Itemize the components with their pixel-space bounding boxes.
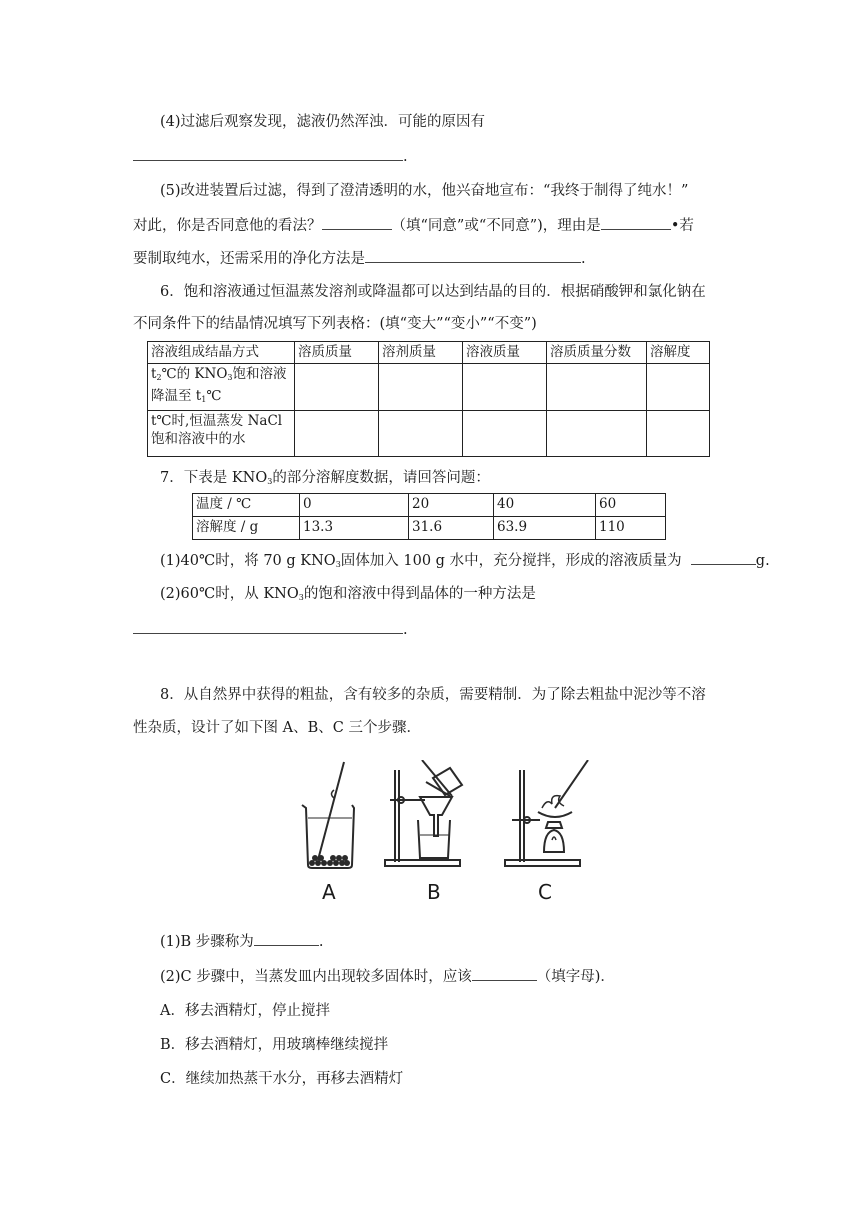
table-header-row: [148, 342, 710, 364]
table-cell: 110: [596, 517, 666, 540]
evaporation-apparatus-icon: [505, 760, 588, 866]
figure-label-c: C: [538, 880, 552, 904]
q5-part4-text: (4)过滤后观察发现，滤液仍然浑浊．可能的原因有: [160, 114, 486, 130]
answer-cell[interactable]: [295, 364, 379, 411]
row-label-nacl: t℃时,恒温蒸发 NaCl 饱和溶液中的水: [148, 411, 295, 457]
answer-cell[interactable]: [647, 364, 710, 411]
table-row: [193, 494, 666, 517]
table-cell: 40: [494, 494, 596, 517]
q7-mass-blank[interactable]: [691, 550, 756, 565]
table-cell: 60: [596, 494, 666, 517]
q8-part2: (2)C 步骤中，当蒸发皿内出现较多固体时，应该 （填字母)．: [160, 966, 615, 987]
answer-cell[interactable]: [379, 364, 463, 411]
figure-label-b: B: [427, 880, 441, 904]
row-label-kno3: $t_2℃$的 $KNO_3$饱和溶液 降温至 $t_1℃$: [148, 364, 295, 411]
q5-reason-blank[interactable]: [601, 215, 671, 230]
q6-text-line2: 不同条件下的结晶情况填写下列表格：(填“变大”“变小”“不变”): [133, 316, 537, 332]
table-row: [148, 364, 710, 411]
beaker-stirring-icon: [302, 762, 354, 868]
q8-option-a: A．移去酒精灯，停止搅拌: [160, 1003, 330, 1019]
table-header: 溶液组成结晶方式: [148, 342, 295, 364]
table-header: 溶液质量: [463, 342, 547, 364]
q8-text-line2: 性杂质，设计了如下图 A、B、C 三个步骤．: [133, 720, 421, 736]
table-cell: 温度 / ℃: [193, 494, 300, 517]
q7-part2-answer-line[interactable]: .: [133, 619, 408, 640]
table-cell: 0: [300, 494, 409, 517]
answer-cell[interactable]: [463, 364, 547, 411]
q8-part1: (1)B 步骤称为 .: [160, 931, 323, 952]
answer-cell[interactable]: [463, 411, 547, 457]
table-row: [148, 411, 710, 457]
table-cell: 31.6: [409, 517, 494, 540]
q6-text-line1: 6．饱和溶液通过恒温蒸发溶剂或降温都可以达到结晶的目的．根据硝酸钾和氯化钠在: [160, 284, 706, 300]
q7-intro: 7．下表是 $KNO_3$的部分溶解度数据，请回答问题：: [160, 470, 490, 486]
table-header: 溶剂质量: [379, 342, 463, 364]
q5-part4-answer-line[interactable]: .: [133, 146, 408, 167]
q8-choice-blank[interactable]: [472, 966, 537, 981]
answer-cell[interactable]: [379, 411, 463, 457]
table-row: [193, 517, 666, 540]
answer-cell[interactable]: [295, 411, 379, 457]
q5-part5-text: (5)改进装置后过滤，得到了澄清透明的水，他兴奋地宣布：“我终于制得了纯水！”: [160, 183, 689, 199]
q5-method-blank[interactable]: [365, 248, 581, 263]
q5-part5-line3: 要制取纯水，还需采用的净化方法是 .: [133, 248, 586, 269]
q8-step-blank[interactable]: [254, 931, 319, 946]
table-cell: 20: [409, 494, 494, 517]
table-header: 溶质质量分数: [547, 342, 647, 364]
q7-part1: (1)40℃时，将 70 g $KNO_3$固体加入 100 g 水中，充分搅拌，形成的溶液质量为 g.: [160, 550, 770, 575]
apparatus-figure: [290, 760, 590, 880]
filtration-apparatus-icon: [385, 760, 462, 866]
answer-cell[interactable]: [647, 411, 710, 457]
table-cell: 63.9: [494, 517, 596, 540]
q8-text-line1: 8．从自然界中获得的粗盐，含有较多的杂质，需要精制．为了除去粗盐中泥沙等不溶: [160, 687, 706, 703]
q5-agree-blank[interactable]: [322, 215, 392, 230]
q5-part5-line2: 对此，你是否同意他的看法？ （填“同意”或“不同意”)，理由是 •若: [133, 215, 694, 236]
figure-label-a: A: [322, 880, 336, 904]
answer-cell[interactable]: [547, 364, 647, 411]
table-header: 溶解度: [647, 342, 710, 364]
table-header: 溶质质量: [295, 342, 379, 364]
q8-option-b: B．移去酒精灯，用玻璃棒继续搅拌: [160, 1037, 389, 1053]
answer-cell[interactable]: [547, 411, 647, 457]
solubility-table: [192, 493, 666, 540]
q8-option-c: C．继续加热蒸干水分，再移去酒精灯: [160, 1071, 404, 1087]
q7-part2: (2)60℃时，从 $KNO_3$的饱和溶液中得到晶体的一种方法是: [160, 586, 536, 602]
table-cell: 溶解度 / g: [193, 517, 300, 540]
crystallization-table: [147, 341, 710, 457]
table-cell: 13.3: [300, 517, 409, 540]
